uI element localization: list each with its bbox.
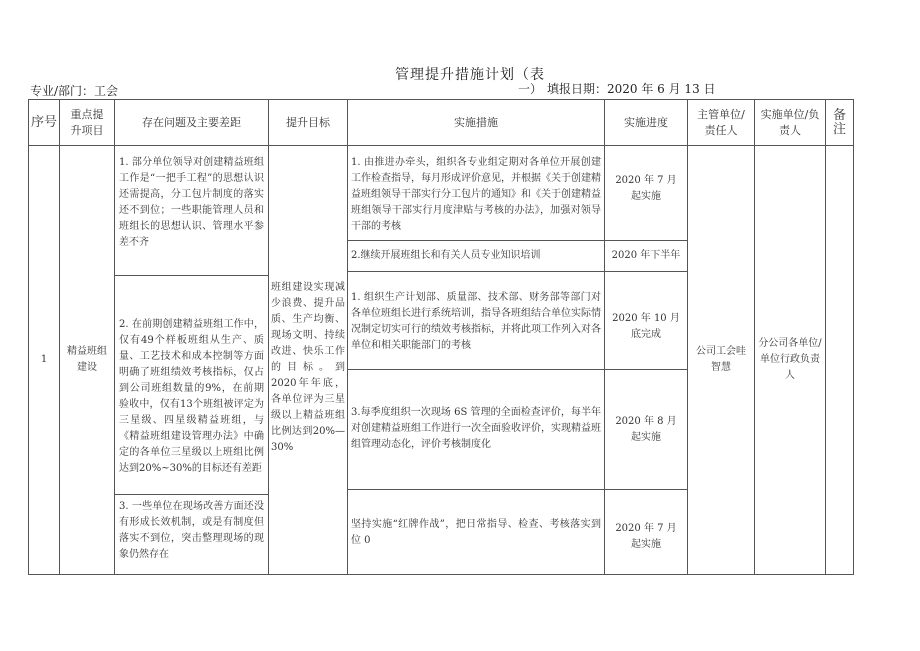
document-title-continuation: 一）	[518, 82, 543, 96]
measure-row-line	[347, 489, 687, 490]
progress-2: 2020 年下半年	[611, 250, 681, 261]
progress-3: 2020 年 10 月底完成	[612, 313, 680, 340]
problem-1: 1. 部分单位领导对创建精益班组工作是“一把手工程”的思想认识还需提高，分工包片制度的落实还不到位；一些职能管理人员和班组长的思想认识、管理水平参差不齐	[119, 157, 264, 248]
department-label: 专业/部门：工会	[30, 84, 119, 98]
problem-3: 3. 一些单位在现场改善方面还没有形成长效机制，或是有制度但落实不到位，突击整理现场的现象仍然存在	[119, 501, 264, 560]
row-key-item: 精益班组建设	[67, 346, 107, 373]
row-lead-unit: 公司工会哇智慧	[696, 346, 746, 373]
measure-1: 1. 由推进办牵头，组织各专业组定期对各单位开展创建工作检查指导，每月形成评价意见，并根据《关于创建精益班组领导干部实行分工包片的通知》和《关于创建精益班组领导干部实行月度津贴与考核的办法》，加强对领导干部的考核	[351, 157, 601, 232]
plan-table	[28, 99, 854, 575]
measure-3: 1. 组织生产计划部、质量部、技术部、财务部等部门对各单位班组长进行系统培训，指导各班组结合单位实际情况制定切实可行的绩效考核指标，并将此项工作列入对各单位和相关职能部门的考核	[351, 292, 601, 351]
measure-row-line	[347, 240, 687, 241]
col-line	[853, 99, 854, 575]
table-bottom-border	[28, 574, 854, 575]
header-seq: 序号	[30, 114, 57, 130]
problem-2: 2. 在前期创建精益班组工作中，仅有49个样板班组从生产、质量、工艺技术和成本控制等方面明确了班组绩效考核指标，仅占到公司班组数量的9%，在前期验收中，仅有13个班组被评定为三星级、四星级精益班组，与《精益班组建设管理办法》中确定的各单位三星级以上班组比例达到20%~30%的目标还有差距	[119, 319, 264, 474]
header-lead-unit: 主管单位/责任人	[697, 107, 745, 137]
header-remark: 备注	[832, 107, 846, 137]
header-progress: 实施进度	[624, 115, 668, 129]
header-goal: 提升目标	[286, 115, 330, 129]
measure-row-line	[347, 369, 687, 370]
progress-5: 2020 年 7 月起实施	[615, 523, 677, 550]
measure-4: 3.每季度组织一次现场 6S 管理的全面检查评价，每半年对创建精益班组工作进行一次全面验收评价，实现精益班组管理动态化，评价考核制度化	[351, 407, 601, 450]
header-key-item: 重点提升项目	[70, 107, 104, 137]
header-impl-unit: 实施单位/负责人	[760, 107, 820, 137]
row-remark	[826, 146, 853, 574]
progress-4: 2020 年 8 月起实施	[615, 416, 677, 443]
problem-row-line	[114, 275, 268, 276]
measure-row-line	[347, 271, 687, 272]
progress-1: 2020 年 7 月起实施	[615, 175, 677, 202]
fill-date: 填报日期：2020 年 6 月 13 日	[547, 82, 716, 96]
row-goal: 班组建设实现减少浪费、提升品质、生产均衡、现场文明、持续改进、快乐工作的目标。到2020年年底，各单位评为三星级以上精益班组比例达到20%—30%	[271, 282, 345, 453]
header-measures: 实施措施	[454, 115, 498, 129]
row-seq: 1	[40, 354, 48, 365]
header-problems: 存在问题及主要差距	[142, 115, 241, 129]
row-impl-unit: 分公司各单位/单位行政负责人	[758, 338, 822, 381]
measure-2: 2.继续开展班组长和有关人员专业知识培训	[351, 250, 541, 261]
document-title: 管理提升措施计划（表	[395, 67, 545, 83]
problem-row-line	[114, 494, 268, 495]
measure-5: 坚持实施“红牌作战”，把日常指导、检查、考核落实到位 0	[351, 519, 601, 546]
